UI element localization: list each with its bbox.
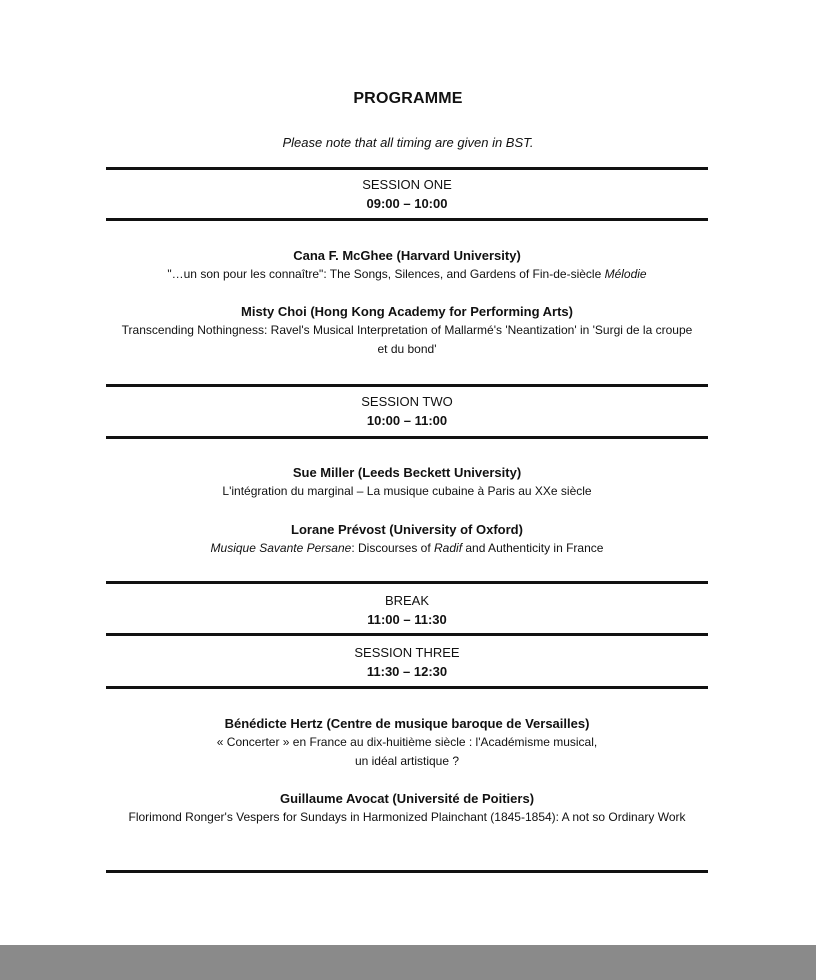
talk-title: Transcending Nothingness: Ravel's Musical Interpretation of Mallarmé's 'Neantization' in 'Surgi de la croupe et du bond' (121, 323, 693, 356)
break-header (106, 591, 708, 629)
talk-speaker: Lorane Prévost (University of Oxford) (291, 522, 523, 537)
talk-title-line: « Concerter » en France au dix-huitième siècle : l'Académisme musical, (216, 735, 598, 749)
talk-speaker: Misty Choi (Hong Kong Academy for Performing Arts) (241, 304, 573, 319)
talk-title-line: un idéal artistique ? (354, 754, 460, 768)
session-name: SESSION TWO (361, 394, 453, 409)
divider-rule (106, 218, 708, 221)
talk-speaker: Sue Miller (Leeds Beckett University) (292, 465, 522, 480)
session-time: 10:00 – 11:00 (366, 413, 448, 428)
session-name: SESSION ONE (362, 177, 452, 192)
talk-title: Florimond Ronger's Vespers for Sundays in Harmonized Plainchant (1845-1854): A not so Ordinary Work (128, 810, 686, 824)
talk-entry (106, 246, 708, 284)
talk-entry (106, 714, 708, 771)
session-time: 11:30 – 12:30 (366, 664, 448, 679)
divider-rule (106, 436, 708, 439)
talk-entry (106, 789, 708, 827)
divider-rule (106, 870, 708, 873)
session-header (106, 175, 708, 213)
session-header (106, 392, 708, 430)
talk-title: Musique Savante Persane: Discourses of Radif and Authenticity in France (210, 541, 604, 555)
talk-speaker: Bénédicte Hertz (Centre de musique baroque de Versailles) (224, 716, 590, 731)
divider-rule (106, 167, 708, 170)
session-time: 11:00 – 11:30 (367, 612, 447, 627)
session-header (106, 643, 708, 681)
talk-entry (106, 302, 708, 359)
divider-rule (106, 686, 708, 689)
talk-title: L'intégration du marginal – La musique cubaine à Paris au XXe siècle (222, 484, 592, 498)
session-name: SESSION THREE (354, 645, 460, 660)
session-time: 09:00 – 10:00 (366, 196, 448, 211)
talk-entry (106, 463, 708, 501)
page-title: PROGRAMME (353, 90, 463, 107)
talk-speaker: Cana F. McGhee (Harvard University) (293, 248, 521, 263)
session-name: BREAK (384, 593, 430, 608)
viewer-footer-bar (0, 945, 816, 980)
divider-rule (106, 633, 708, 636)
talk-title: "…un son pour les connaître": The Songs, Silences, and Gardens of Fin-de-siècle Mélodie (167, 267, 647, 281)
talk-speaker: Guillaume Avocat (Université de Poitiers) (279, 791, 535, 806)
timing-note: Please note that all timing are given in BST. (282, 135, 534, 150)
divider-rule (106, 581, 708, 584)
talk-entry (106, 520, 708, 558)
divider-rule (106, 384, 708, 387)
